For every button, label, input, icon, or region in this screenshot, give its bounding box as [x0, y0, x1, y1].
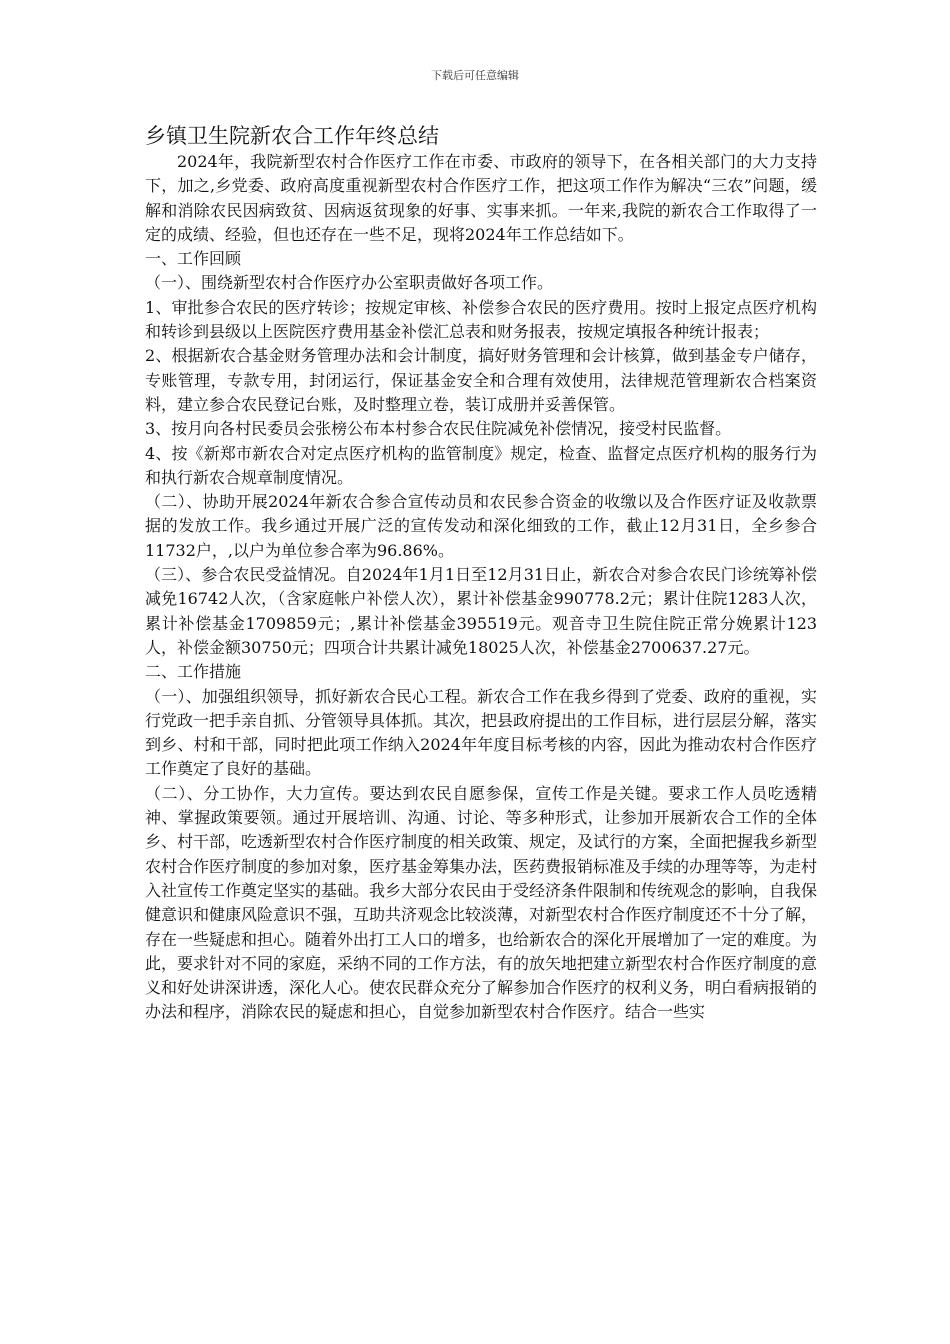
measures-paragraph-1: （一）、加强组织领导，抓好新农合民心工程。新农合工作在我乡得到了党委、政府的重视，实行党政一把手亲自抓、分管领导具体抓。其次，把县政府提出的工作目标，进行层层分解，落实到乡、村和干部，同时把此项工作纳入2024年年度目标考核的内容，因此为推动农村合作医疗工作奠定了良好的基础。: [145, 686, 818, 779]
section-heading-measures: 二、工作措施: [145, 662, 242, 682]
list-item-3: 3、按月向各村民委员会张榜公布本村参合农民住院减免补偿情况，接受村民监督。: [145, 419, 732, 439]
subsection-heading-1: （一）、围绕新型农村合作医疗办公室职责做好各项工作。: [145, 273, 554, 293]
list-item-4: 4、按《新郑市新农合对定点医疗机构的监管制度》规定，检查、监督定点医疗机构的服务行为和执行新农合规章制度情况。: [145, 443, 817, 487]
page-header: 下载后可任意编辑: [431, 69, 519, 82]
document-body: [145, 122, 817, 1025]
subsection-paragraph-3: （三）、参合农民受益情况。自2024年1月1日至12月31日止，新农合对参合农民门诊统筹补偿减免16742人次，（含家庭帐户补偿人次），累计补偿基金990778.2元；累计住院1283人次，累计补偿基金1709859元；,累计补偿基金395519元。观音寺卫生院住院正常分娩累计123人，补偿金额30750元；四项合计共累计减免18025人次，补偿基金2700637.27元。: [145, 565, 817, 657]
subsection-paragraph-2: （二）、协助开展2024年新农合参合宣传动员和农民参合资金的收缴以及合作医疗证及收款票据的发放工作。我乡通过开展广泛的宣传发动和深化细致的工作，截止12月31日，全乡参合11732户，,以户为单位参合率为96.86%。: [145, 492, 817, 560]
document-title: 乡镇卫生院新农合工作年终总结: [145, 124, 439, 148]
list-item-1: 1、审批参合农民的医疗转诊；按规定审核、补偿参合农民的医疗费用。按时上报定点医疗机构和转诊到县级以上医院医疗费用基金补偿汇总表和财务报表，按规定填报各种统计报表；: [145, 297, 817, 342]
list-item-2: 2、根据新农合基金财务管理办法和会计制度，搞好财务管理和会计核算，做到基金专户储存，专账管理，专款专用，封闭运行，保证基金安全和合理有效使用，法律规范管理新农合档案资料，建立参合农民登记台账，及时整理立卷，装订成册并妥善保管。: [145, 346, 817, 414]
paragraph-intro: 2024年，我院新型农村合作医疗工作在市委、市政府的领导下，在各相关部门的大力支持下，加之,乡党委、政府高度重视新型农村合作医疗工作，把这项工作作为解决“三农”问题，缓解和消除农民因病致贫、因病返贫现象的好事、实事来抓。一年来,我院的新农合工作取得了一定的成绩、经验，但也还存在一些不足，现将2024年工作总结如下。: [145, 152, 817, 244]
section-heading-review: 一、工作回顾: [145, 249, 242, 269]
measures-paragraph-2: （二）、分工协作，大力宣传。要达到农民自愿参保，宣传工作是关键。要求工作人员吃透精神、掌握政策要领。通过开展培训、沟通、讨论、等多种形式，让参加开展新农合工作的全体乡、村干部，吃透新型农村合作医疗制度的相关政策、规定，及试行的方案，全面把握我乡新型农村合作医疗制度的参加对象，医疗基金筹集办法，医药费报销标准及手续的办理等等，为走村入社宣传工作奠定坚实的基础。我乡大部分农民由于受经济条件限制和传统观念的影响，自我保健意识和健康风险意识不强，互助共济观念比较淡薄，对新型农村合作医疗制度还不十分了解，存在一些疑虑和担心。随着外出打工人口的增多，也给新农合的深化开展增加了一定的难度。为此，要求针对不同的家庭，采纳不同的工作方法，有的放矢地把建立新型农村合作医疗制度的意义和好处讲深讲透，深化人心。使农民群众充分了解参加合作医疗的权利义务，明白看病报销的办法和程序，消除农民的疑虑和担心，自觉参加新型农村合作医疗。结合一些实: [145, 783, 818, 1022]
